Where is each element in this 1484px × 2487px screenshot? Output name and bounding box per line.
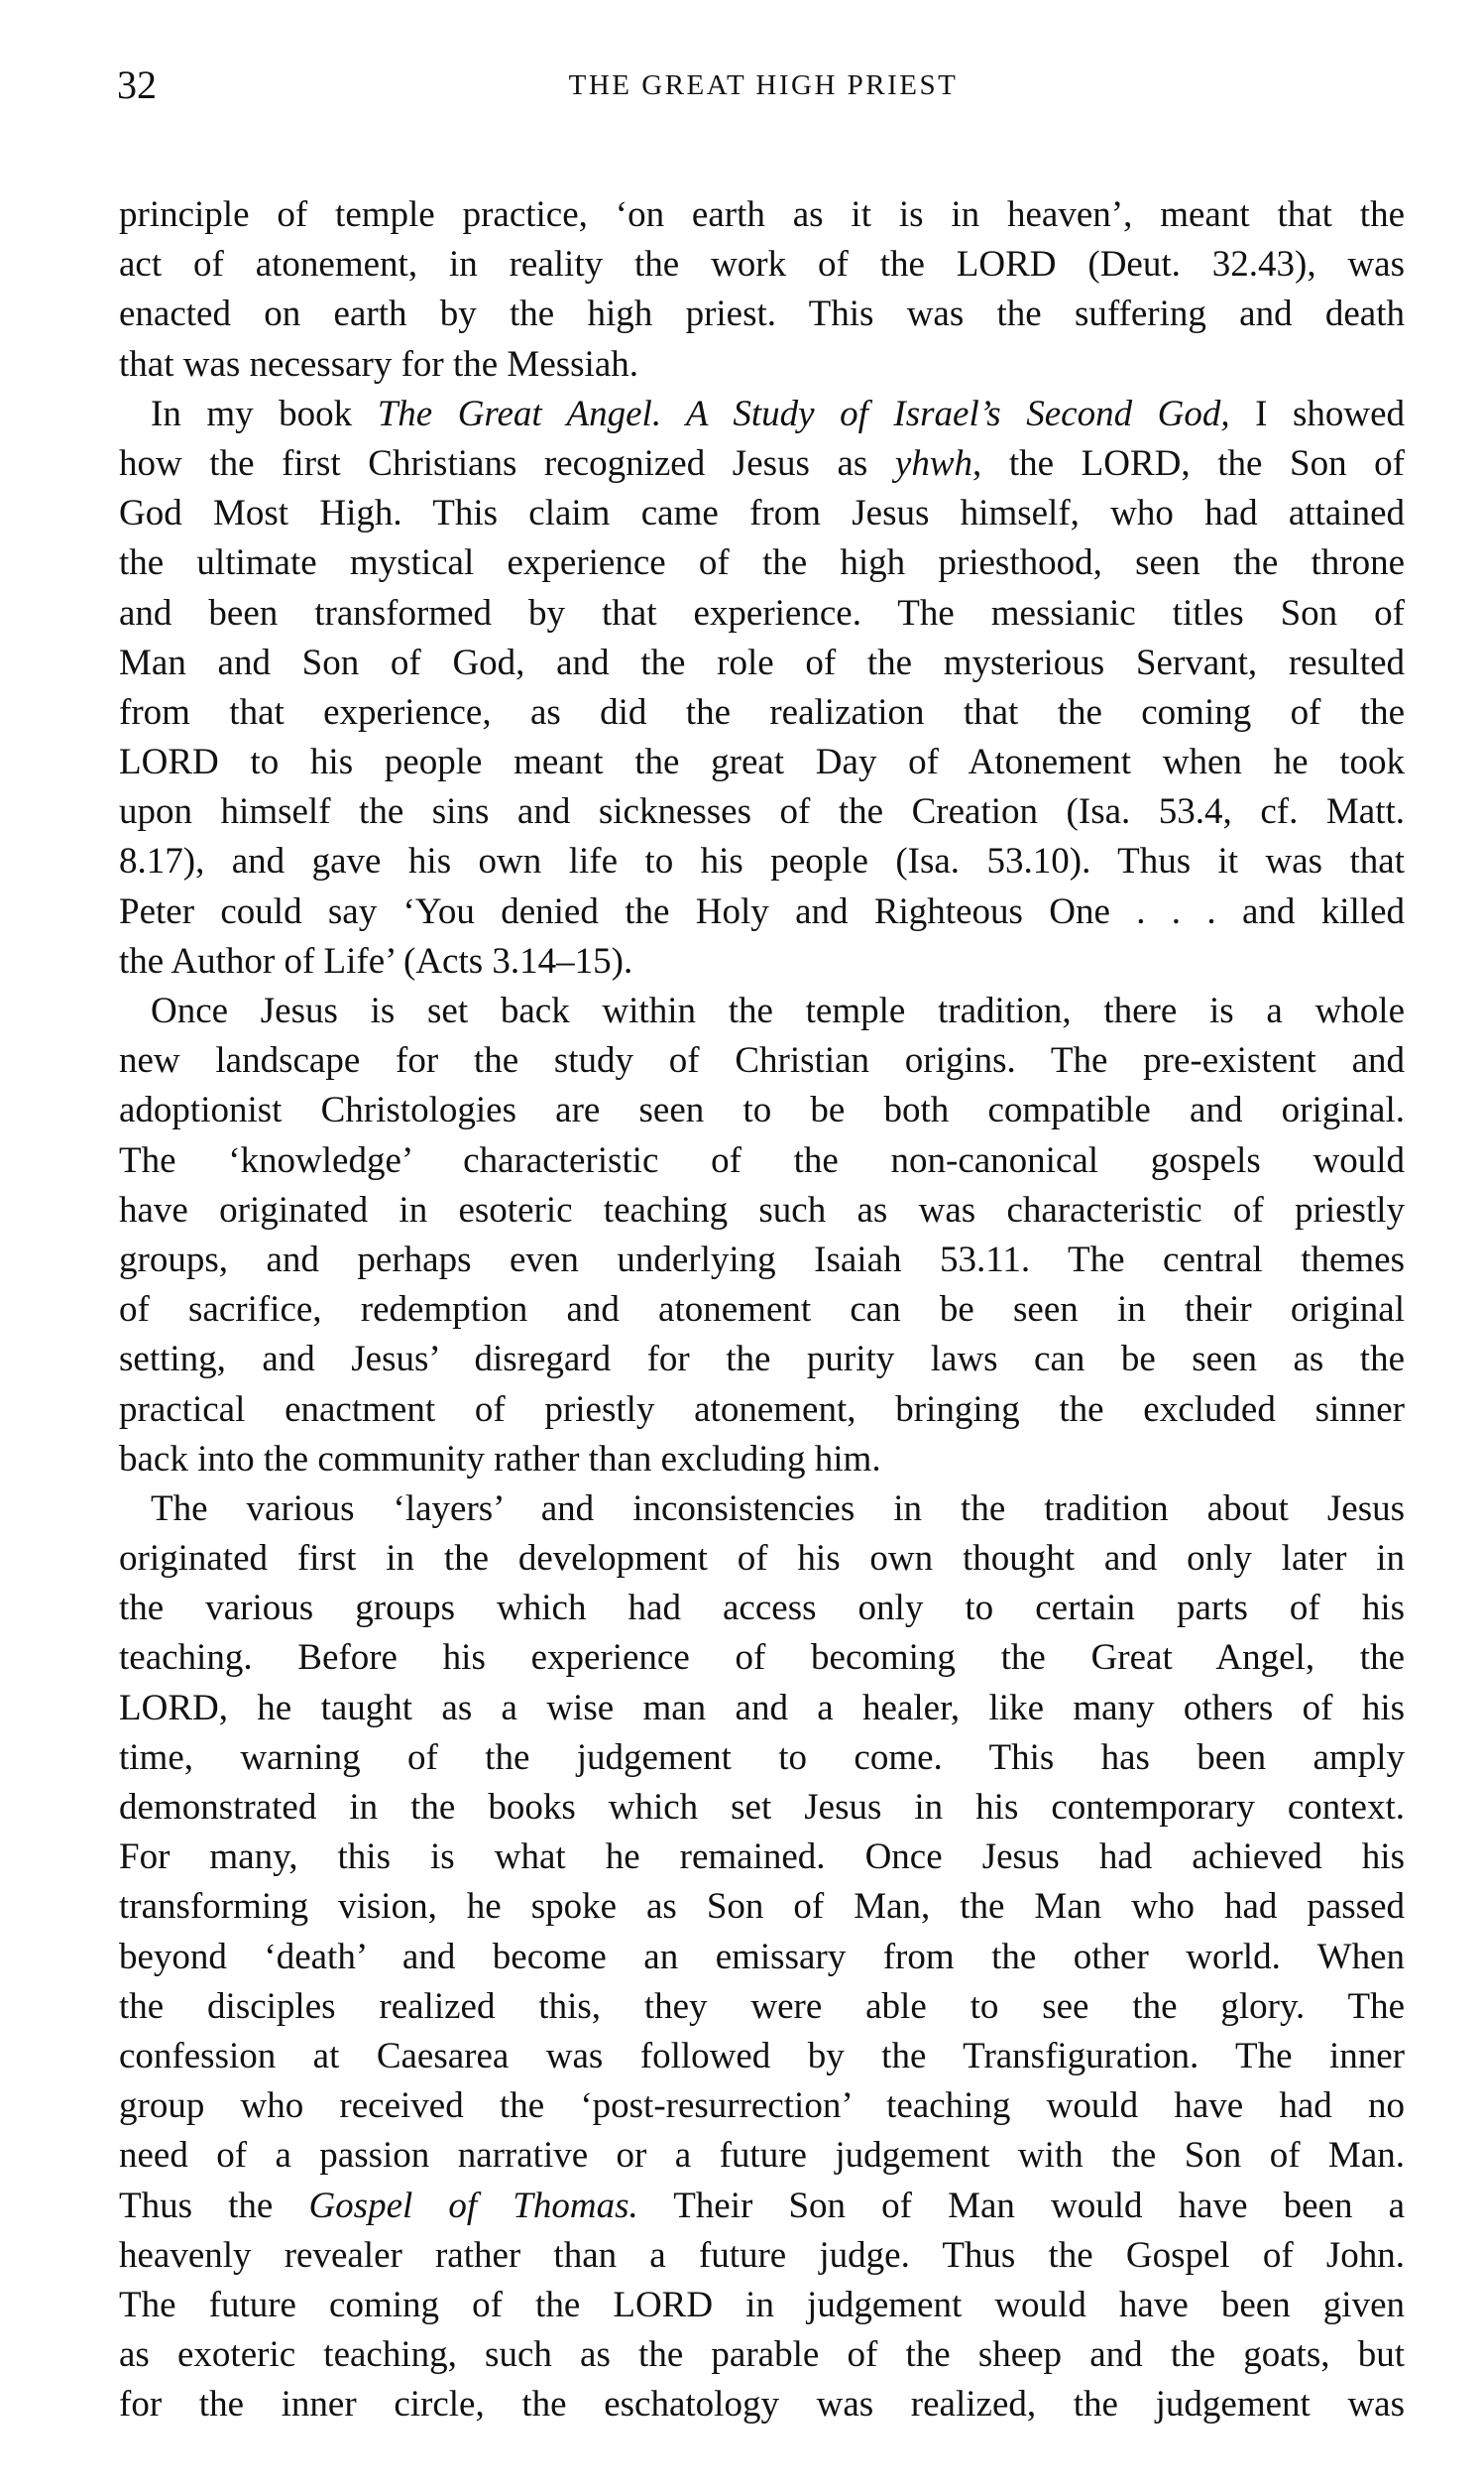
text-line [119,1733,1405,1783]
text-line [119,190,1405,240]
text-line [119,1335,1405,1384]
text-span: The various ‘layers’ and inconsistencies in the tradition about Jesus [151,1487,1405,1529]
text-span: new landscape for the study of Christian origins. The pre-existent and [119,1040,1405,1082]
text-span: need of a passion narrative or a future judgement with the Son of Man. [119,2135,1405,2177]
text-span: 8.17), and gave his own life to his people (Isa. 53.10). Thus it was that [119,841,1405,883]
page-number: 32 [117,62,157,107]
text-span: Peter could say ‘You denied the Holy and Righteous One . . . and killed [119,890,1405,932]
running-title: THE GREAT HIGH PRIEST [568,69,959,101]
text-span: for the inner circle, the eschatology was realized, the judgement was [119,2384,1405,2426]
text-line [119,937,1405,987]
text-line [119,340,1405,390]
text-span: the Author of Life’ (Acts 3.14–15). [119,940,633,982]
text-line [119,2131,1405,2181]
text-line [119,2281,1405,2330]
text-line [119,837,1405,887]
text-span: , the LORD, the Son of [972,442,1405,484]
text-span: enacted on earth by the high priest. This was the suffering and death [119,294,1405,335]
text-span: LORD, he taught as a wise man and a healer, like many others of his [119,1687,1405,1728]
text-span: practical enactment of priestly atonement, bringing the excluded sinner [119,1388,1405,1430]
text-span: as exoteric teaching, such as the parable of the sheep and the goats, but [119,2334,1405,2376]
text-line [119,1684,1405,1733]
text-line [119,489,1405,538]
text-span: act of atonement, in reality the work of the LORD (Deut. 32.43), was [119,244,1405,286]
text-span: upon himself the sins and sicknesses of the Creation (Isa. 53.4, cf. Matt. [119,791,1405,833]
italic-text: Gospel of Thomas. [308,2185,638,2226]
text-line [119,439,1405,489]
text-span: groups, and perhaps even underlying Isaiah 53.11. The central themes [119,1239,1405,1280]
text-line [119,688,1405,738]
body-text [119,190,1405,2429]
text-span: back into the community rather than excluding him. [119,1438,881,1480]
text-span: LORD to his people meant the great Day of Atonement when he took [119,742,1405,783]
text-span: transforming vision, he spoke as Son of Man, the Man who had passed [119,1886,1405,1928]
text-line [119,787,1405,837]
text-span: adoptionist Christologies are seen to be both compatible and original. [119,1090,1405,1131]
text-span: For many, this is what he remained. Once Jesus had achieved his [119,1836,1405,1878]
text-span: and been transformed by that experience. The messianic titles Son of [119,592,1405,634]
text-span: beyond ‘death’ and become an emissary from the other world. When [119,1936,1405,1977]
text-span: the disciples realized this, they were able to see the glory. The [119,1985,1405,2027]
italic-text: The Great Angel. A Study of Israel’s Second God, [377,393,1230,434]
text-span: The ‘knowledge’ characteristic of the non-canonical gospels would [119,1139,1405,1181]
text-span: group who received the ‘post-resurrection’ teaching would have had no [119,2085,1405,2127]
text-span: time, warning of the judgement to come. This has been amply [119,1736,1405,1778]
text-span: setting, and Jesus’ disregard for the purity laws can be seen as the [119,1339,1405,1380]
text-span: teaching. Before his experience of becoming the Great Angel, the [119,1637,1405,1679]
text-span: of sacrifice, redemption and atonement can be seen in their original [119,1289,1405,1331]
text-line [119,589,1405,639]
text-line [119,2081,1405,2131]
text-span: confession at Caesarea was followed by the Transfiguration. The inner [119,2035,1405,2076]
text-line [119,1783,1405,1833]
text-line [119,2380,1405,2429]
text-line [119,1484,1405,1534]
text-line [119,2330,1405,2380]
text-span: In my book [151,393,378,434]
text-line [119,639,1405,688]
text-span: have originated in esoteric teaching such as was characteristic of priestly [119,1189,1405,1231]
text-line [119,2231,1405,2281]
text-line [119,1833,1405,1882]
text-line [119,390,1405,439]
text-line [119,1982,1405,2032]
text-line [119,1633,1405,1683]
text-line [119,2182,1405,2231]
text-line [119,1933,1405,1982]
text-line [119,1036,1405,1086]
text-span: the various groups which had access only to certain parts of his [119,1588,1405,1629]
text-span: heavenly revealer rather than a future judge. Thus the Gospel of John. [119,2234,1405,2276]
text-line [119,290,1405,339]
text-line [119,1534,1405,1584]
text-span: how the first Christians recognized Jesus as [119,442,895,484]
text-line [119,888,1405,937]
text-line [119,738,1405,787]
text-span: originated first in the development of his own thought and only later in [119,1538,1405,1580]
text-line [119,1186,1405,1236]
text-line [119,987,1405,1036]
text-span: Thus the [119,2185,309,2226]
italic-text: yhwh [894,442,973,484]
text-span: principle of temple practice, ‘on earth as it is in heaven’, meant that the [119,194,1405,235]
text-line [119,1385,1405,1435]
text-span: God Most High. This claim came from Jesus himself, who had attained [119,493,1405,534]
text-span: the ultimate mystical experience of the high priesthood, seen the throne [119,542,1405,584]
text-line [119,538,1405,588]
text-line [119,1285,1405,1335]
text-span: demonstrated in the books which set Jesus in his contemporary context. [119,1787,1405,1828]
text-line [119,1882,1405,1932]
text-line [119,1435,1405,1484]
text-line [119,1086,1405,1135]
text-span: I showed [1229,393,1405,434]
text-span: from that experience, as did the realization that the coming of the [119,691,1405,733]
text-line [119,2032,1405,2081]
text-span: The future coming of the LORD in judgement would have been given [119,2284,1405,2325]
text-span: Once Jesus is set back within the temple tradition, there is a whole [151,991,1405,1031]
text-line [119,240,1405,290]
text-span: that was necessary for the Messiah. [119,343,638,385]
text-line [119,1584,1405,1633]
text-line [119,1236,1405,1285]
text-span: Their Son of Man would have been a [637,2185,1405,2226]
text-span: Man and Son of God, and the role of the mysterious Servant, resulted [119,642,1405,683]
text-line [119,1136,1405,1186]
